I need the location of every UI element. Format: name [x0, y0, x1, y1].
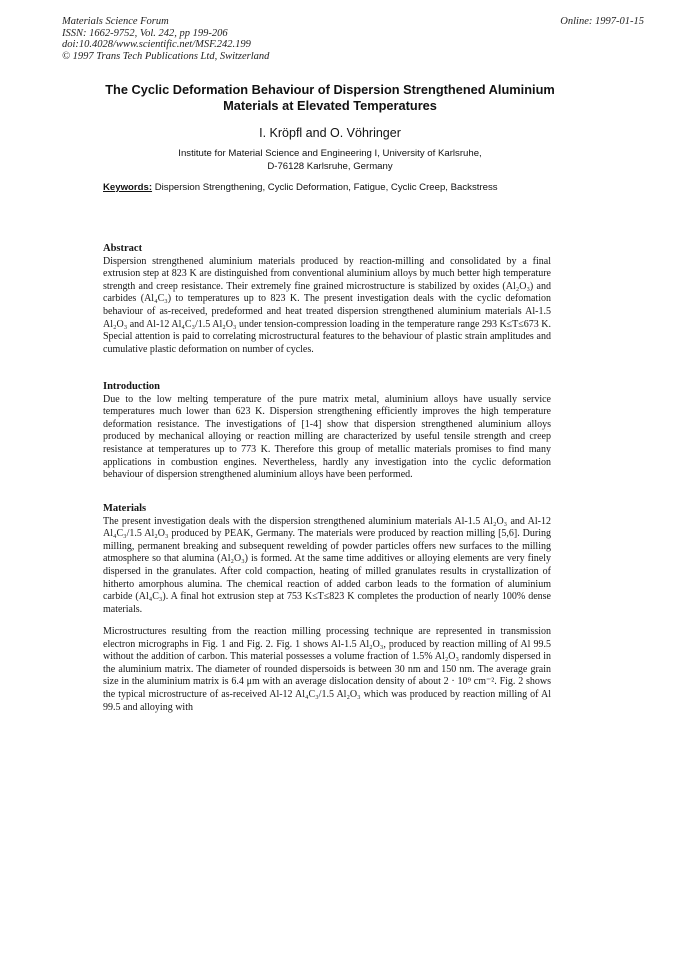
materials-text: The present investigation deals with the dispersion strengthened aluminium materials Al-1.5 Al₂O₃ and Al-12 Al₄C₃/1.5 Al₂O₃ produced by PEAK, Germany. The materials were produced by reaction milling [5,6]. During milling, permanent breaking and subsequent rewelding of powder particles offers new surfaces to the milling atmosphere so that alumina (Al₂O₃) is formed. At the same time additives or alloying elements are very finely dispersed in the granulates. After cold compaction, heating of milled granulates results in crystallization of hitherto amorphous alumina. The chemical reaction of added carbon leads to the formation of aluminium carbide (Al₄C₃). A final hot extrusion step at 753 K≤T≤823 K completes the production of nearly 100% dense materials.: [103, 515, 551, 615]
introduction-text: Due to the low melting temperature of the pure matrix metal, aluminium alloys have usually service temperatures much lower than 623 K. Dispersion strengthening efficiently improves the high temperature deformation resistance. The investigations of [1-4] show that dispersion strengthened aluminium alloys produced by mechanical alloying or reaction milling are characterized by useful tensile strength and creep resistance at temperatures up to 773 K. Therefore this group of metallic materials promises to find many applications in combustion engines. Nevertheless, hardly any investigation into the cyclic deformation behaviour of dispersion strengthened aluminium alloys have been performed.: [103, 393, 551, 481]
copyright-line: © 1997 Trans Tech Publications Ltd, Switzerland: [62, 50, 270, 62]
abstract-heading: Abstract: [103, 243, 143, 254]
abstract-section: [103, 243, 551, 356]
introduction-heading: Introduction: [103, 381, 160, 392]
affiliation-line-2: D-76128 Karlsruhe, Germany: [267, 160, 393, 172]
keywords: [103, 182, 583, 193]
microstructure-text: Microstructures resulting from the reaction milling processing technique are represented in transmission electron micrographs in Fig. 1 and Fig. 2. Fig. 1 shows Al-1.5 Al₂O₃, produced by reaction milling of Al 99.5 without the addition of carbon. This material possesses a volume fraction of 1.5% Al₂O₃ randomly dispersed in the aluminium matrix. The diameter of rounded dispersoids is between 30 nm and 150 nm. The average grain size in the aluminium matrix is 6.4 μm with an average dislocation density of about 2 · 10⁹ cm⁻². Fig. 2 shows the typical microstructure of as-received Al-12 Al₄C₃/1.5 Al₂O₃ which was produced by reaction milling of Al 99.5 and alloying with: [103, 626, 551, 713]
introduction-section: [103, 381, 551, 482]
keywords-label: Keywords:: [103, 182, 153, 193]
affiliation-line-1: Institute for Material Science and Engineering I, University of Karlsruhe,: [178, 148, 482, 159]
keywords-text: Dispersion Strengthening, Cyclic Deformation, Fatigue, Cyclic Creep, Backstress: [152, 182, 498, 193]
microstructure-paragraph: [103, 626, 551, 714]
paper-authors: I. Kröpfl and O. Vöhringer: [259, 126, 401, 140]
publication-metadata: [62, 16, 269, 62]
doi-line: doi:10.4028/www.scientific.net/MSF.242.199: [62, 39, 251, 51]
materials-section: [103, 503, 551, 616]
materials-heading: Materials: [103, 503, 147, 514]
issn-line: ISSN: 1662-9752, Vol. 242, pp 199-206: [62, 27, 228, 39]
online-date: Online: 1997-01-15: [560, 16, 644, 27]
abstract-text: Dispersion strengthened aluminium materials produced by reaction-milling and consolidated by a final extrusion step at 823 K are distinguished from conventional aluminium alloys by much better high temperature strength and creep resistance. Their extremely fine grained microstructure is stabilized by oxides (Al₂O₃) and carbides (Al₄C₃) to temperatures up to 823 K. The present investigation deals with the cyclic defomation behaviour of as-received, predeformed and heat treated dispersion strengthened aluminium materials Al-1.5 Al₂O₃ and Al-12 Al₄C₃/1.5 Al₂O₃ under tension-compression loading in the temperature range 293 K≤T≤673 K. Special attention is paid to correlating microstructural features to the behaviour of plastic strain amplitudes and cumulative plastic deformation on number of cycles.: [103, 255, 551, 355]
journal-name: Materials Science Forum: [62, 16, 169, 27]
affiliation: [100, 148, 560, 173]
paper-title: The Cyclic Deformation Behaviour of Dispersion Strengthened Aluminium Materials at Elevated Temperatures: [105, 82, 555, 113]
